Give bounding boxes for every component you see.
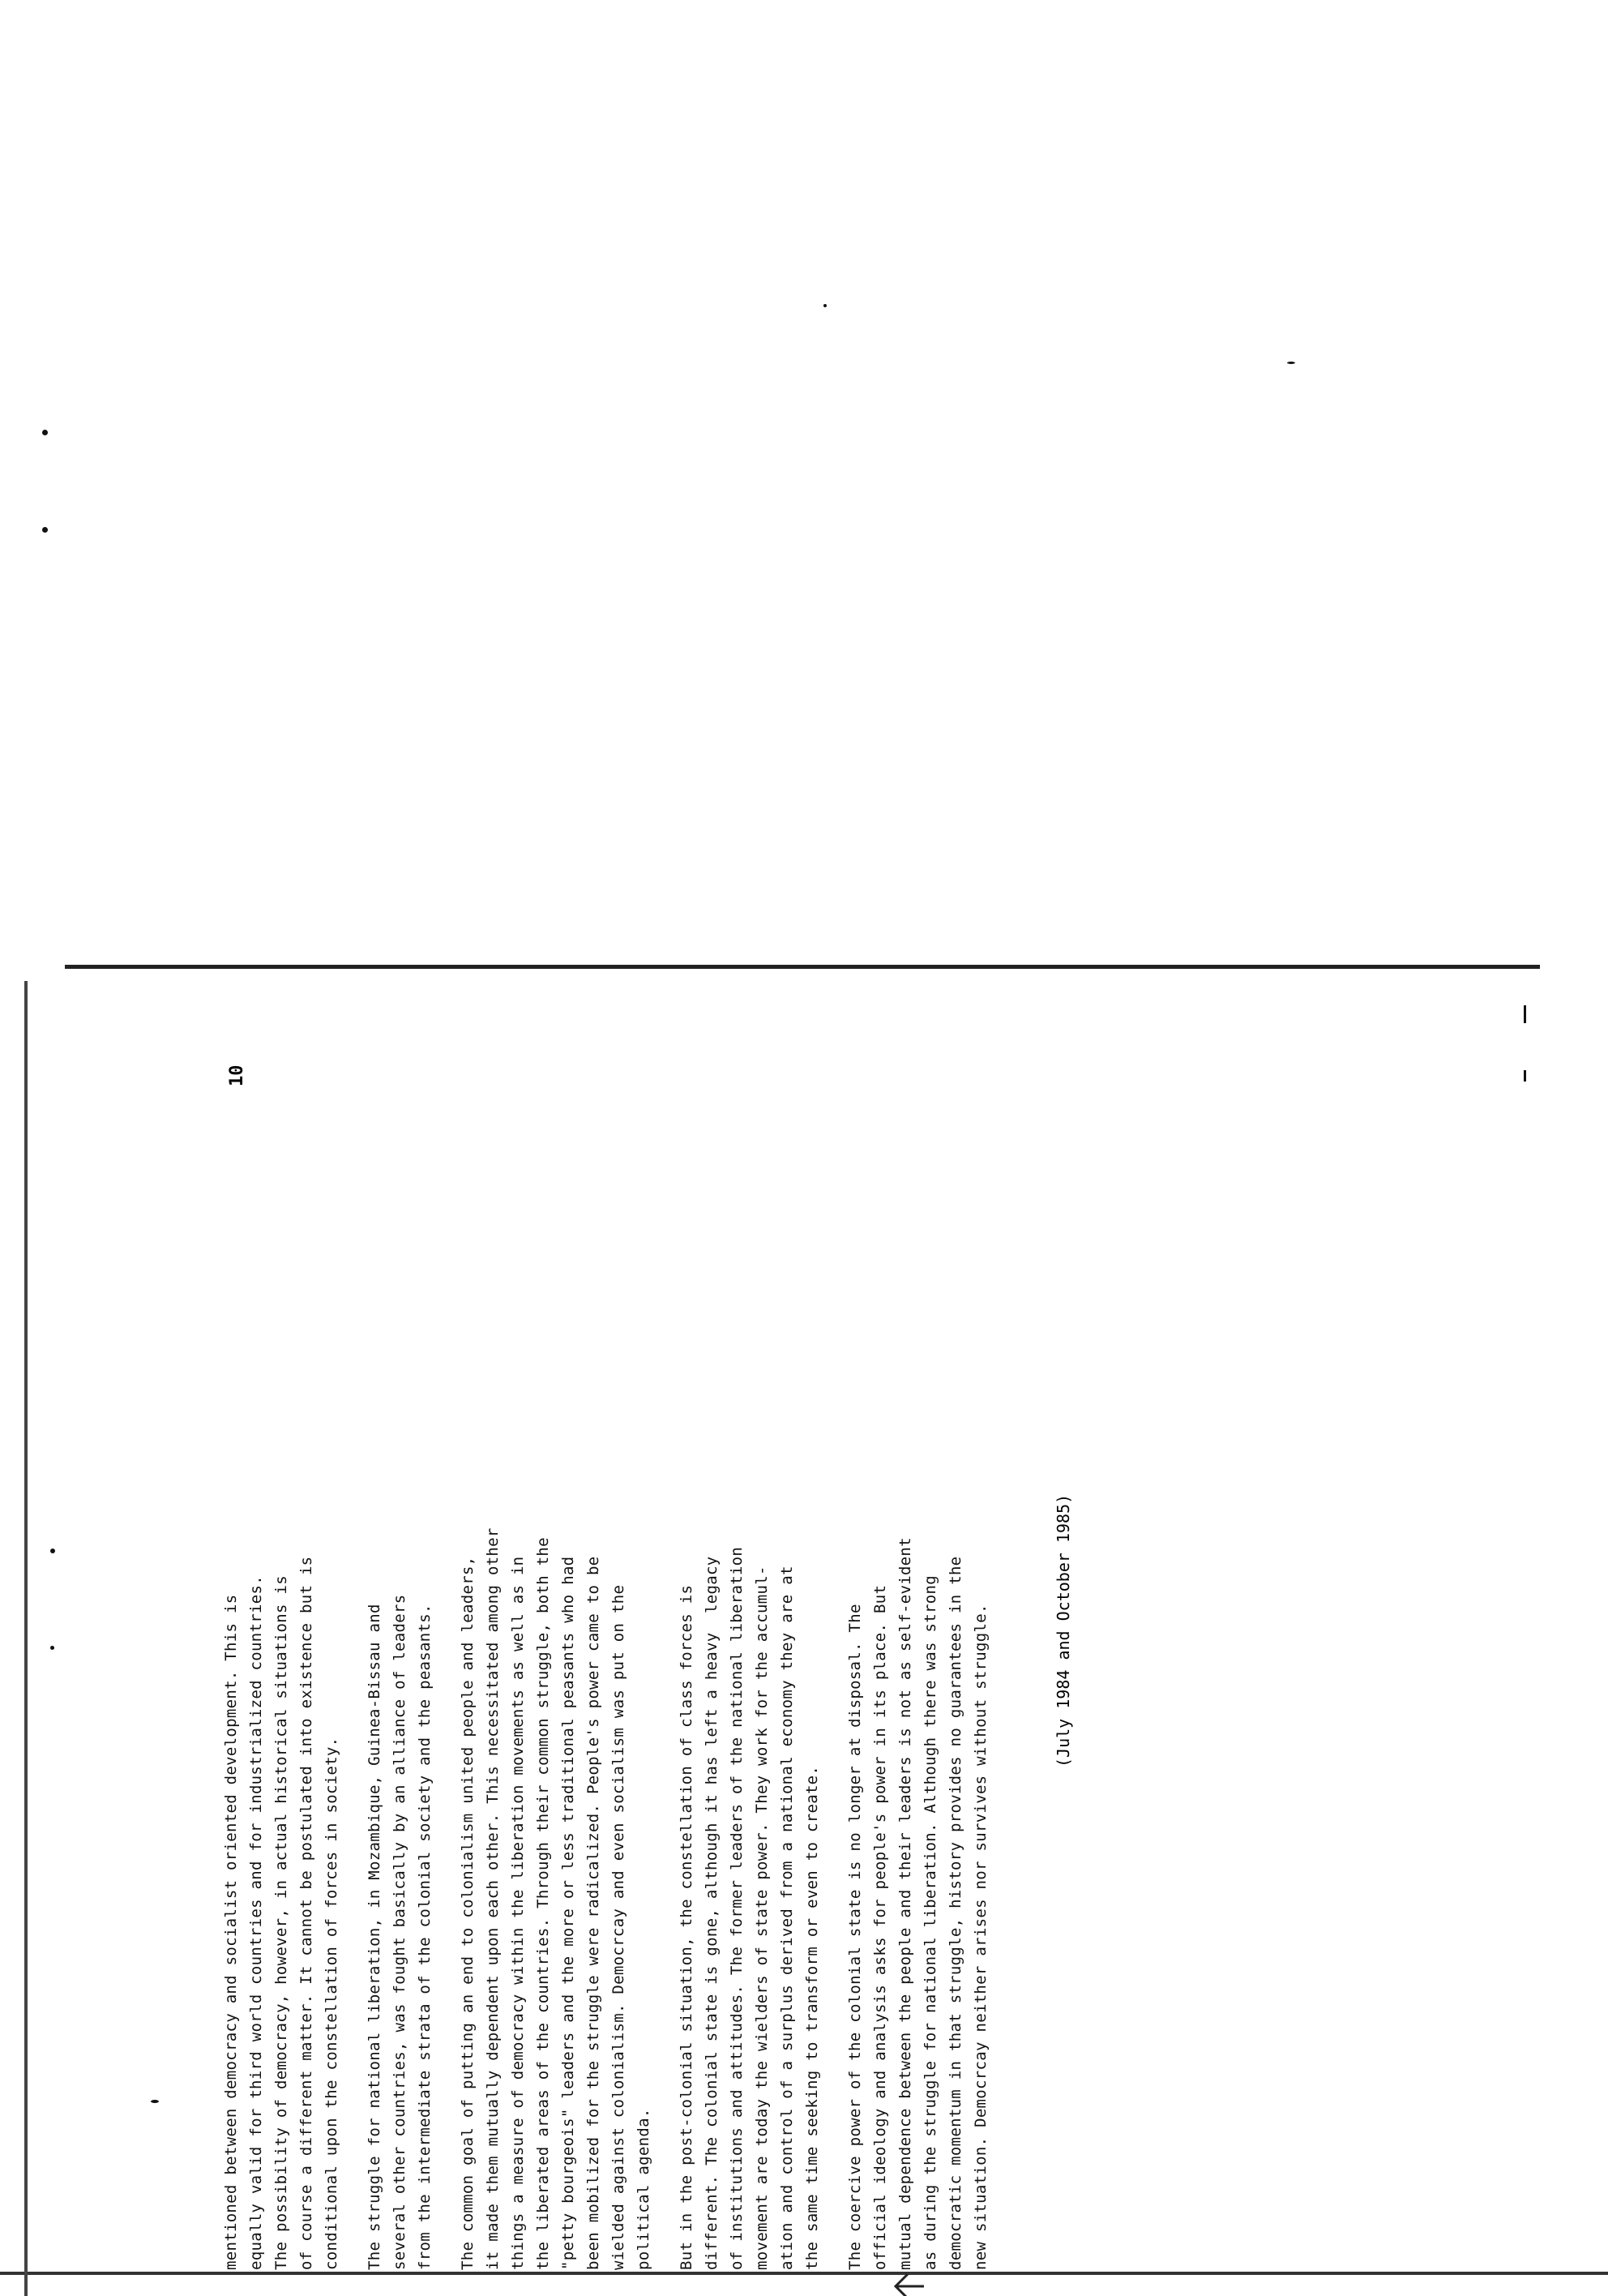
text-line: different. The colonial state is gone, although it has left a heavy legacy (703, 1556, 721, 2270)
text-line: it made them mutually dependent upon each other. This necessitated among other (484, 1527, 502, 2270)
text-line: equally valid for third world countries and for industrialized countries. (247, 1575, 265, 2270)
text-line: from the intermediate strata of the colonial society and the peasants. (416, 1604, 434, 2270)
text-line: ation and control of a surplus derived from a national economy they are at (778, 1566, 796, 2270)
scan-speck (42, 527, 48, 533)
scan-speck (42, 430, 48, 435)
scan-horizontal-rule (65, 965, 1540, 969)
text-line: The common goal of putting an end to colonialism united people and leaders, (459, 1556, 477, 2270)
text-line: movement are today the wielders of state power. They work for the accumul- (753, 1566, 771, 2270)
text-line: the same time seeking to transform or even to create. (803, 1765, 821, 2270)
text-line: new situation. Democrcay neither arises nor survives without struggle. (972, 1604, 990, 2270)
scan-speck (1524, 1070, 1526, 1082)
scan-speck (823, 304, 827, 307)
text-line: mutual dependence between the people and their leaders is not as self-evident (896, 1537, 914, 2270)
text-line: democratic momentum in that struggle, history provides no guarantees in the (947, 1556, 964, 2270)
text-line: conditional upon the constellation of forces in society. (323, 1737, 340, 2270)
text-line: of institutions and attitudes. The former leaders of the national liberation (728, 1546, 746, 2270)
text-line: mentioned between democracy and socialist oriented development. This is (222, 1594, 240, 2270)
scan-speck (50, 1646, 54, 1650)
text-line: The possibility of democracy, however, in actual historical situations is (272, 1575, 290, 2270)
margin-arrow-mark (896, 2274, 924, 2296)
scan-speck (50, 1549, 55, 1553)
text-line: "petty bourgeois" leaders and the more or less traditional peasants who had (559, 1556, 577, 2270)
text-line: several other countries, was fought basically by an alliance of leaders (391, 1594, 408, 2270)
scan-left-edge (24, 981, 28, 2296)
page-number: 10 (227, 1064, 247, 1086)
scan-speck (1287, 362, 1295, 364)
scan-speck (1524, 1005, 1526, 1023)
text-line: The coercive power of the colonial state is no longer at disposal. The (846, 1604, 864, 2270)
text-line: But in the post-colonial situation, the constellation of class forces is (678, 1584, 695, 2270)
text-line: the liberated areas of the countries. Through their common struggle, both the (534, 1537, 552, 2270)
text-line: official ideology and analysis asks for people's power in its place. But (871, 1584, 889, 2270)
rotated-text-block (211, 989, 1264, 2296)
text-line: things a measure of democracy within the liberation movements as well as in (509, 1556, 527, 2270)
text-line: wielded against colonialism. Democrcay and even socialism was put on the (609, 1584, 627, 2270)
text-line: of course a different matter. It cannot be postulated into existence but is (297, 1556, 315, 2270)
text-line: been mobilized for the struggle were radicalized. People's power came to be (584, 1556, 602, 2270)
text-line: political agenda. (635, 2108, 652, 2270)
text-line: as during the struggle for national liberation. Although there was strong (922, 1575, 939, 2270)
text-line: The struggle for national liberation, in Mozambique, Guinea-Bissau and (366, 1604, 383, 2270)
date-note: (July 1984 and October 1985) (1054, 1493, 1073, 1767)
handwritten-marks (211, 989, 1264, 2296)
scan-speck (151, 2100, 159, 2103)
